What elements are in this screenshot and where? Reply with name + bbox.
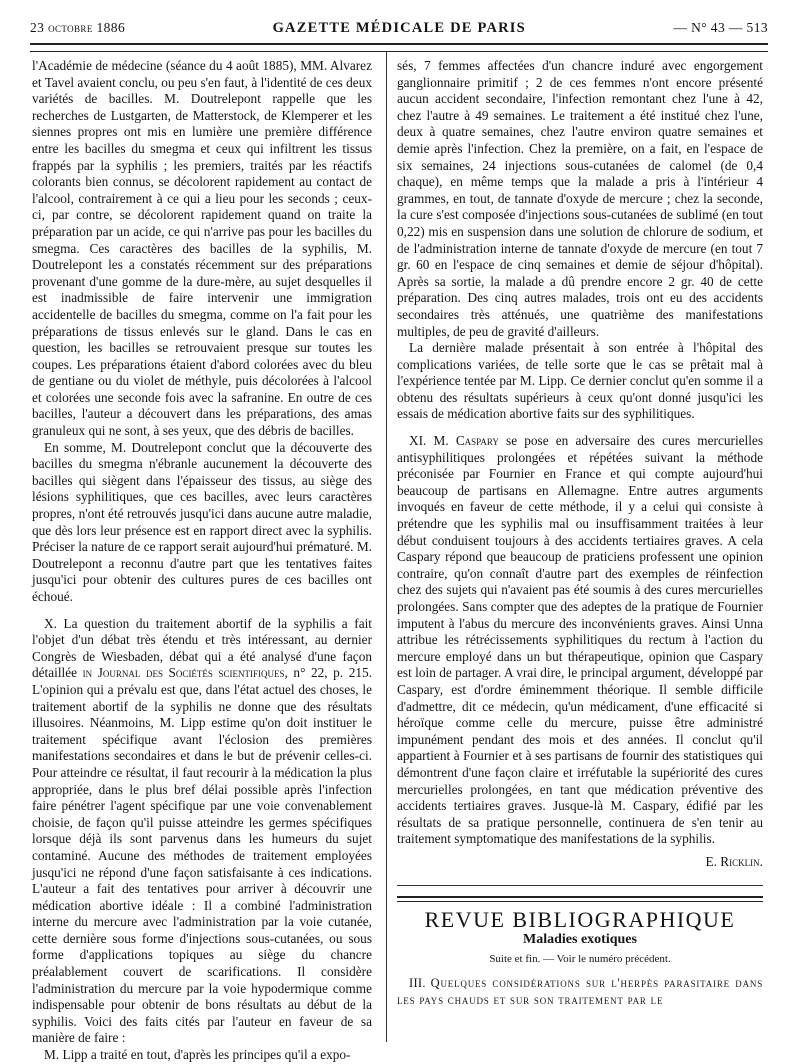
right-paragraph-1: sés, 7 femmes affectées d'un chancre induré avec engorgement ganglionnaire primitif ; 2 de ces femmes n'ont encore présenté aucun accident secondaire, l'infection remontant chez l'une à 42, chez l'autre à 49 semaines. Le traitement a été institué chez l'une, deux à quatre semaines, chez l'autre environ quatre semaines et demie après l'infection. Chez la première, on a fait, en l'espace de six semaines, 24 injections sous-cutanées de calomel (de 0,4 chaque), en même temps que la malade a pris à l'intérieur 4 grammes, en tout, de tannate d'oxyde de mercure ; chez la seconde, la cure s'est composée d'injections sous-cutanées de sublimé (en tout 0,22) mis en suspension dans une solution de chlorure de sodium, et de l'administration interne de tannate d'oxyde de mercure (en tout 7 gr. 60 en l'espace de cinq semaines et demie de séjour d'hôpital). Après sa sortie, la malade a dû prendre encore 2 gr. 40 de cette préparation. Des cinq autres malades, trois ont eu des accidents secondaires très atténués, une quatrième des manifestations multiples, de peu de gravité d'ailleurs. <box>397 58 763 339</box>
revue-heading <box>397 975 763 1008</box>
journal-reference: in Journal des Sociétés scientifiques <box>82 665 285 681</box>
left-paragraph-4: M. Lipp a traité en tout, d'après les principes qu'il a expo- <box>44 1047 351 1063</box>
signature: E. Ricklin. <box>705 853 763 869</box>
right-paragraph-3-text: se pose en adversaire des cures mercurielles antisyphilitiques prolongées et répétées suivant la méthode préconisée par Fournier en France et qui compte aujourd'hui beaucoup de partisans en Allemagne. Entre autres arguments invoqués en faveur de cette méthode, il y a celui qui consiste à prétendre que les syphilis mal ou insuffisamment traitées à leur début conduisent toujours à des accidents tertiaires graves. A cela Caspary répond que beaucoup de praticiens professent une opinion contraire, qu'on connaît d'autre part des exemples de réinfection chez des sujets qui n'avaient pas été soumis à des cures mercurielles prolongées. Sans compter que des adeptes de la pratique de Fournier imputent à l'abus du mercure des inconvénients graves. Ainsi Unna attribue les rétrécissements syphilitiques du rectum à l'action du mercure employé dans un but thérapeutique, opinion que Caspary est loin de partager. A vrai dire, le principal argument, développé par Caspary, est d'ordre éminemment théorique. Il semble difficile d'admettre, dit ce médecin, qu'un médicament, d'une efficacité si héroïque comme celle du mercure, puisse être administré impunément pendant des mois et des années. Il conclut qu'il appartient à Fournier et à ses partisans de fournir des statistiques qui démontrent d'une façon claire et irréfutable la supériorité des cures mercurielles prolongées, en tant que médication préventive des accidents tertiaires graves. Jusque-là M. Caspary, édifié par les résultats de sa pratique personnelle, continuera de s'en tenir au traitement symptomatique des manifestations de la syphilis. <box>397 433 764 847</box>
section-gap <box>397 423 763 433</box>
header-issue-page: — N° 43 — 513 <box>673 20 768 35</box>
column-divider <box>386 52 387 1042</box>
signature-rule <box>397 885 763 886</box>
running-header <box>30 20 768 42</box>
header-rule <box>30 43 768 52</box>
author-name: Caspary <box>455 433 499 449</box>
revue-title: REVUE BIBLIOGRAPHIQUE <box>424 906 736 932</box>
section-gap <box>32 606 372 616</box>
header-title: GAZETTE MÉDICALE DE PARIS <box>272 20 526 36</box>
left-paragraph-3 <box>32 616 372 1047</box>
revue-note: Suite et fin. — Voir le numéro précédent. <box>489 952 671 965</box>
revue-heading-text: Quelques considérations sur l'herpès parasitaire dans les pays chauds et sur son traitement par le <box>397 976 763 1007</box>
header-date: 23 octobre 1886 <box>30 20 126 35</box>
right-paragraph-2: La dernière malade présentait à son entrée à l'hôpital des complications variées, de telle sorte que le cas se prêtait mal à l'expérience tentée par M. Lipp. Ce dernier conclut qu'en somme il a obtenu des résultats supérieurs à ceux qu'ont donné jusqu'ici les essais de médication abortive faits sur des syphilitiques. <box>397 340 763 422</box>
left-column <box>32 58 372 1064</box>
left-paragraph-2: En somme, M. Doutrelepont conclut que la découverte des bacilles du smegma n'ébranle aucunement la découverte des bacilles qui siègent dans l'épaisseur des tissus, au siège des lésions syphilitiques, que ces bacilles, avec leurs caractères propres, n'ont été retrouvés jusqu'ici dans aucune autre maladie, que dès lors leur présence est en rapport direct avec la syphilis. Préciser la nature de ce rapport serait aujourd'hui prématuré. M. Doutrelepont a reconnu d'autre part que les tentatives faites jusqu'ici pour obtenir des cultures pures de ces bacilles ont échoué. <box>32 439 372 604</box>
revue-heading-number: III. <box>409 976 426 991</box>
right-column <box>397 58 763 1008</box>
left-paragraph-1: l'Académie de médecine (séance du 4 août 1885), MM. Alvarez et Tavel avaient conclu, ou peu s'en faut, à l'identité de ces deux variétés de bacilles. M. Doutrelepont rappelle que les recherches de Lustgarten, de Matterstock, de Klemperer et les siennes propres ont mis en lumière une première différence entre les bacilles du smegma et ceux qui infiltrent les tissus frappés par la syphilis ; les premiers, traités par les réactifs colorants bien connus, se décolorent rapidement au contact de l'alcool, contrairement à ce qui a lieu pour les seconds ; ceux-ci, par contre, se décolorent rapidement quand on traite la préparation par un acide, ce qui n'arrive pas pour les bacilles du smegma. Ces caractères des bacilles de la syphilis, M. Doutrelepont les a constatés récemment sur des préparations provenant d'une gomme de la dure-mère, au sujet desquelles il est inadmissible de faire intervenir une immigration accidentelle de bacilles du smegma, comme on l'a fait pour les préparations de tissus enlevés sur le gland. Dans le cas en question, les bacilles se retrouvaient presque sur toutes les coupes. Les préparations étaient d'abord colorées avec du bleu de gentiane ou du violet de méthyle, puis décolorées à l'alcool et colorées une seconde fois avec la safranine. En outre de ces bacilles, l'auteur a découvert dans les préparations, des amas granuleux qui ne sont, à ses yeux, que des débris de bacilles. <box>32 58 372 439</box>
revue-subtitle: Maladies exotiques <box>523 932 637 948</box>
revue-rule <box>397 896 763 902</box>
right-paragraph-3 <box>397 433 763 848</box>
section-number: XI. M. <box>409 433 449 449</box>
left-paragraph-3-start: X. La question du traitement abortif de la syphilis a fait l'objet d'un débat très étendu et très intéressant, au dernier Congrès de Wiesbaden, débat qui a été analysé d'une façon détaillée <box>32 615 372 681</box>
left-paragraph-3-end: , n° 22, p. 215. L'opinion qui a prévalu est que, dans l'état actuel des choses, le traitement abortif de la syphilis ne donne que des résultats illusoires. Néanmoins, M. Lipp estime qu'on doit instituer le traitement spécifique avant l'éclosion des premières manifestations secondaires et dans le but de prévenir celles-ci. Pour atteindre ce résultat, il faut recourir à la médication la plus appropriée, dans le plus bref délai possible après l'infection faire pénétrer l'agent spécifique par une voie convenablement choisie, de façon qu'il puisse atteindre les germes spécifiques lorsque déjà ils sont parvenus dans les humeurs du sujet contaminé. Aucune des méthodes de traitement employées jusqu'ici ne répond d'une façon satisfaisante à ces indications. L'auteur a fait des tentatives pour arriver à découvrir une médication abortive idéale : Il a combiné l'administration interne du mercure avec l'administration par la voie cutanée, cette dernière sous forme d'injections sous-cutanées, ou sous forme d'applications topiques au siège du chancre préalablement couvert de scarifications. Il considère l'administration du mercure par la voie hypodermique comme indispensable pour obtenir de bons résultats au début de la syphilis. Voici des faits cités par l'auteur en faveur de sa manière de faire : <box>32 665 373 1046</box>
